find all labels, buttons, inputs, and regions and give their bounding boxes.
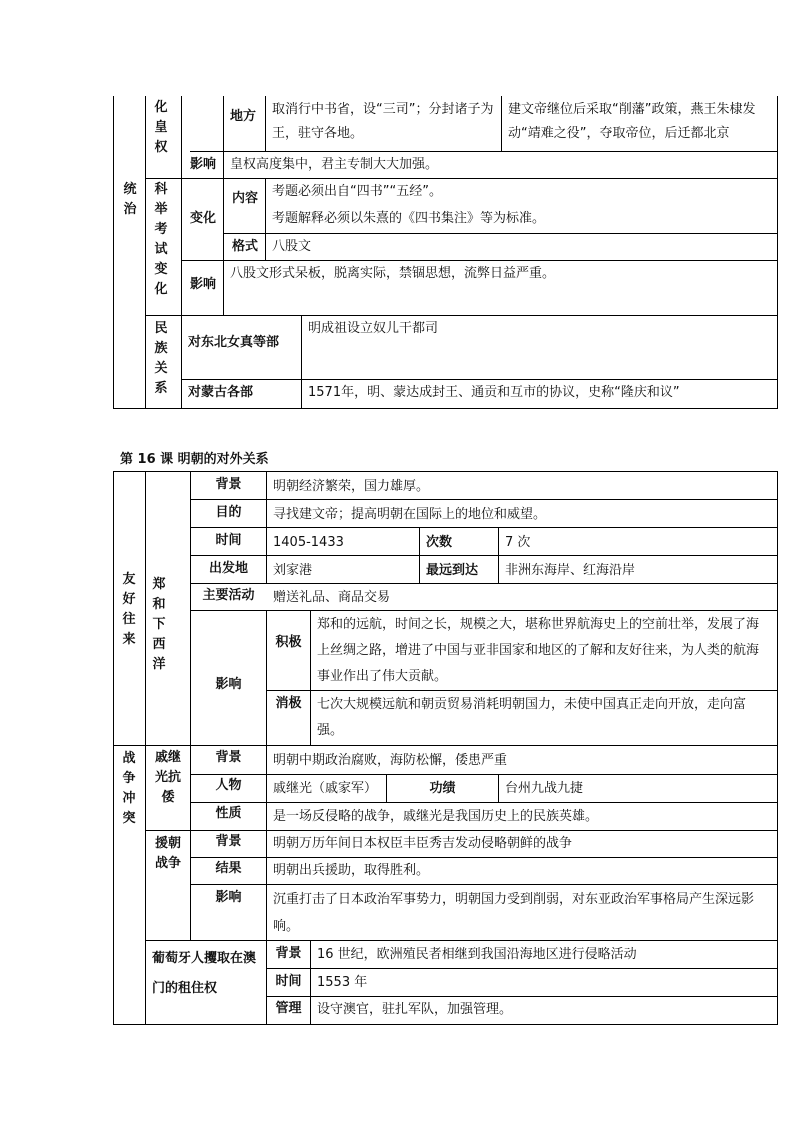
huang-impact-label: 影响 (189, 157, 216, 172)
zhenghe-label: 郑和下西洋 (152, 577, 166, 672)
chao-result-text: 明朝出兵援助，取得胜利。 (273, 863, 430, 878)
keju-impact-label: 影响 (189, 277, 216, 292)
qi-nature-text: 是一场反侵略的战争，戚继光是我国历史上的民族英雄。 (273, 809, 599, 824)
zh-farthest-label: 最远到达 (426, 563, 479, 578)
zh-purpose-text: 寻找建文帝；提高明朝在国际上的地位和威望。 (273, 507, 547, 522)
zh-positive-text: 郑和的远航，时间之长，规模之大，堪称世界航海史上的空前壮举，发展了海上丝绸之路，增进了中国与亚非国家和地区的了解和友好往来，为人类的航海事业作出了伟大贡献。 (317, 617, 760, 684)
huangquan-section-label: 化皇权 (154, 100, 168, 155)
minzu-menggu-text: 1571年，明、蒙达成封王、通贡和互市的协议，史称“隆庆和议” (308, 385, 680, 400)
minzu-menggu-label: 对蒙古各部 (188, 385, 254, 400)
zh-count-label: 次数 (426, 535, 453, 550)
qi-bg-text: 明朝中期政治腐败，海防松懈，倭患严重 (273, 753, 508, 768)
tongzhi-label: 统治 (123, 182, 137, 217)
zh-bg-label: 背景 (215, 477, 242, 492)
zh-negative-text: 七次大规模远航和朝贡贸易消耗明朝国力，未使中国真正走向开放，走向富强。 (317, 697, 747, 738)
war-label: 战争冲突 (122, 751, 136, 826)
chao-result-label: 结果 (215, 861, 242, 876)
zh-count-text: 7 次 (505, 535, 531, 550)
zh-bg-text: 明朝经济繁荣，国力雄厚。 (273, 479, 430, 494)
qi-merit-label: 功绩 (429, 781, 456, 796)
keju-format-label: 格式 (231, 239, 258, 254)
difang-label: 地方 (230, 109, 257, 124)
friendly-label: 友好往来 (122, 572, 136, 647)
qi-person-text: 戚继光（戚家军） (273, 781, 378, 796)
qi-label: 戚继光抗倭 (154, 750, 181, 805)
zh-activity-label: 主要活动 (202, 588, 255, 603)
qi-nature-label: 性质 (215, 806, 242, 821)
zh-impact-label: 影响 (215, 677, 242, 692)
qi-merit-text: 台州九战九捷 (505, 781, 584, 796)
zh-origin-text: 刘家港 (273, 563, 313, 578)
zh-negative-label: 消极 (275, 696, 302, 711)
macau-label: 葡萄牙人攫取在澳门的租住权 (152, 951, 257, 996)
zh-time-text: 1405-1433 (273, 535, 344, 550)
zh-purpose-label: 目的 (215, 505, 242, 520)
zh-positive-label: 积极 (275, 635, 302, 650)
huang-impact-text: 皇权高度集中，君主专制大大加强。 (230, 157, 439, 172)
macau-mgmt-label: 管理 (275, 1001, 302, 1016)
keju-format-text: 八股文 (272, 239, 312, 254)
minzu-section-label: 民族关系 (154, 321, 168, 396)
difang-note: 建文帝继位后采取“削藩”政策，燕王朱棣发动“靖难之役”，夺取帝位，后迁都北京 (508, 102, 756, 141)
difang-text: 取消行中书省，设“三司”；分封诸子为王，驻守各地。 (272, 102, 494, 141)
keju-impact-text: 八股文形式呆板，脱离实际，禁锢思想，流弊日益严重。 (230, 266, 556, 281)
macau-time-label: 时间 (275, 974, 302, 989)
chao-impact-label: 影响 (215, 890, 242, 905)
chao-bg-label: 背景 (215, 834, 242, 849)
macau-bg-label: 背景 (275, 946, 302, 961)
zh-origin-label: 出发地 (208, 561, 248, 576)
macau-bg-text: 16 世纪，欧洲殖民者相继到我国沿海地区进行侵略活动 (317, 947, 637, 962)
keju-content-label: 内容 (231, 191, 258, 206)
keju-change-label: 变化 (189, 211, 216, 226)
minzu-nvzhen-text: 明成祖设立奴儿干都司 (308, 321, 439, 336)
qi-bg-label: 背景 (215, 750, 242, 765)
zh-activity-text: 赠送礼品、商品交易 (273, 590, 391, 605)
zh-time-label: 时间 (215, 533, 242, 548)
qi-person-label: 人物 (215, 778, 242, 793)
lesson-title: 第 16 课 明朝的对外关系 (120, 452, 269, 467)
keju-content-line1: 考题必须出自“四书”“五经”。 (272, 184, 442, 199)
macau-mgmt-text: 设守澳官，驻扎军队，加强管理。 (317, 1002, 513, 1017)
chao-impact-text: 沉重打击了日本政治军事势力，明朝国力受到削弱，对东亚政治军事格局产生深远影响。 (273, 892, 755, 934)
keju-section-label: 科举考试变化 (154, 182, 168, 297)
chao-bg-text: 明朝万历年间日本权臣丰臣秀吉发动侵略朝鲜的战争 (273, 836, 573, 851)
minzu-nvzhen-label: 对东北女真等部 (188, 335, 280, 350)
macau-time-text: 1553 年 (317, 975, 368, 990)
chao-label: 援朝战争 (154, 836, 181, 871)
keju-content-line2: 考题解释必须以朱熹的《四书集注》等为标准。 (272, 211, 546, 226)
zh-farthest-text: 非洲东海岸、红海沿岸 (505, 563, 636, 578)
